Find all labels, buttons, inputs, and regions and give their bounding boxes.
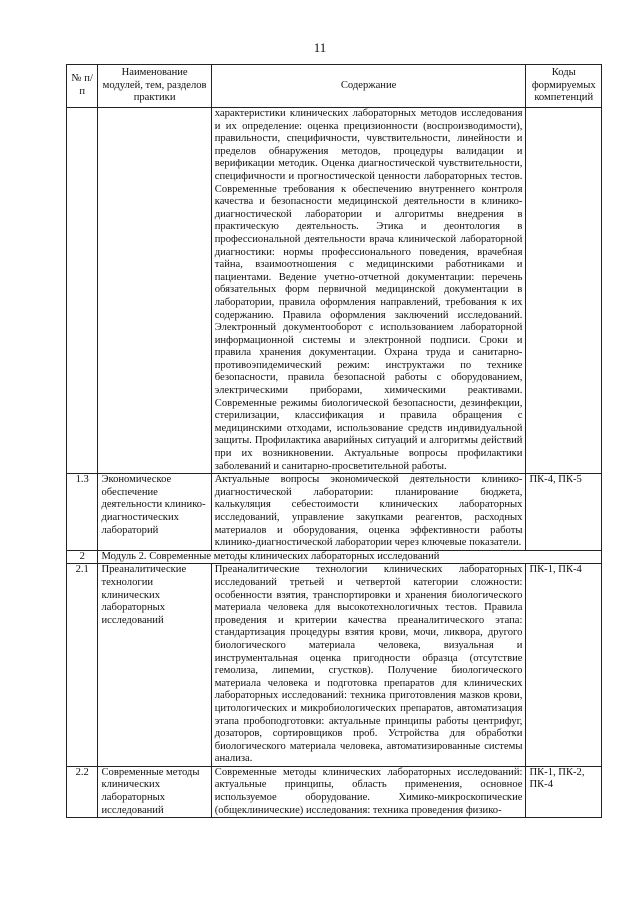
- row-num: [67, 108, 98, 474]
- table-row: [67, 766, 602, 817]
- row-name: Экономическое обеспечение деятельности клинико-диагностических лабораторий: [98, 474, 211, 551]
- table-row: [67, 564, 602, 767]
- row-name: [98, 108, 211, 474]
- header-name: Наименование модулей, тем, разделов практики: [98, 65, 211, 108]
- module-row: [67, 550, 602, 564]
- row-num: 2.1: [67, 564, 98, 767]
- row-num: 2.2: [67, 766, 98, 817]
- curriculum-table: [66, 64, 602, 818]
- row-name: Преаналитические технологии клинических лабораторных исследований: [98, 564, 211, 767]
- row-codes: ПК-1, ПК-2, ПК-4: [526, 766, 602, 817]
- module-title: Модуль 2. Современные методы клинических лабораторных исследований: [98, 550, 602, 564]
- table-row: [67, 474, 602, 551]
- row-num: 1.3: [67, 474, 98, 551]
- row-codes: ПК-1, ПК-4: [526, 564, 602, 767]
- header-codes: Коды формируемых компетенций: [526, 65, 602, 108]
- row-content: характеристики клинических лабораторных методов исследования и их определение: оценка прецизионности (воспроизводимости), правильности, специфичности, чувствительности, линейности и пределов обнаружения методов, процедуры валидации и верификации методик. Оценка диагностической чувствительности, специфичности и прогностической ценности лабораторных тестов. Современные требования к обеспечению внутреннего контроля качества и безопасности медицинской деятельности в клинико-диагностической лаборатории и алгоритмы внедрения в практическую деятельность. Этика и деонтология в профессиональной деятельности врача клинической лабораторной диагностики: нормы профессионального поведения, врачебная тайна, взаимоотношения с медицинскими работниками и пациентами. Ведение учетно-отчетной документации: перечень обязательных форм первичной медицинской документации в лаборатории, правила оформления направлений, требования к их содержанию. Правила оформления заключений исследований. Электронный документооборот с использованием лабораторной информационной системы и электронной подписи. Сроки и правила хранения документации. Охрана труда и санитарно-противоэпидемический режим: инструктажи по технике безопасности, правила безопасной работы с оборудованием, электрическими приборами, химическими реактивами. Современные режимы биологической безопасности, дезинфекции, стерилизации, классификация и правила обращения с медицинскими отходами, использование средств индивидуальной защиты. Профилактика аварийных ситуаций и алгоритмы действий при их возникновении. Актуальные вопросы профилактики заболеваний и санитарно-просветительной работы.: [211, 108, 526, 474]
- header-num: № п/п: [67, 65, 98, 108]
- row-name: Современные методы клинических лабораторных исследований: [98, 766, 211, 817]
- row-codes: [526, 108, 602, 474]
- row-content: Современные методы клинических лабораторных исследований: актуальные принципы, область применения, основное используемое оборудование. Химико-микроскопические (общеклинические) исследования: техника проведения физико-: [211, 766, 526, 817]
- row-content: Преаналитические технологии клинических лабораторных исследований третьей и четвертой категории сложности: особенности взятия, транспортировки и хранения биологического материала человека для высокотехнологичных тестов. Правила проведения и критерии качества преаналитического этапа: стандартизация процедуры взятия крови, мочи, ликвора, другого биологического материала человека, визуальная и инструментальная оценка пригодности образца (отсутствие гемолиза, липемии, сгустков). Получение биологического материала человека и подготовка препаратов для клинических лабораторных исследований: техника приготовления мазков крови, цитологических и микробиологических препаратов, автоматизация этапа пробоподготовки: актуальные принципы работы центрифуг, дозаторов, сортировщиков проб. Устройства для обработки биологического материала человека, автоматизированные системы анализа.: [211, 564, 526, 767]
- table-row: [67, 108, 602, 474]
- table-header-row: [67, 65, 602, 108]
- page-number: 11: [313, 40, 327, 55]
- header-content: Содержание: [211, 65, 526, 108]
- module-num: 2: [67, 550, 98, 564]
- row-content: Актуальные вопросы экономической деятельности клинико-диагностической лаборатории: планирование бюджета, калькуляция себестоимости клинических лабораторных исследований, управление закупками реагентов, расходных материалов и оборудования, оценка эффективности работы клинико-диагностической лаборатории через ключевые показатели.: [211, 474, 526, 551]
- row-codes: ПК-4, ПК-5: [526, 474, 602, 551]
